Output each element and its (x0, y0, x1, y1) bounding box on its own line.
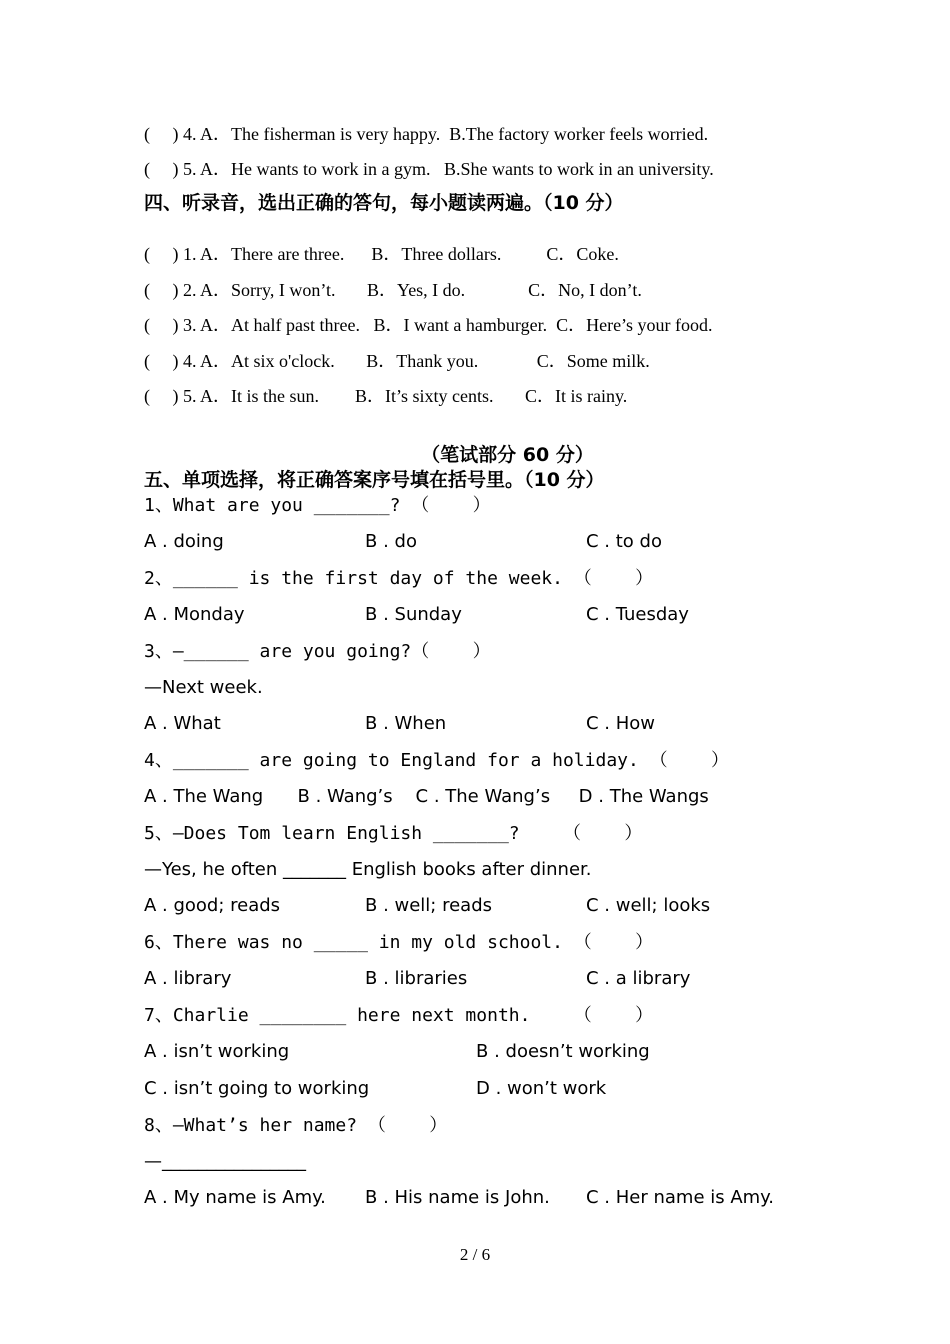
question-5-2-option-c: C . Tuesday (586, 604, 689, 625)
question-5-8-option-c: C . Her name is Amy. (586, 1187, 774, 1208)
question-5-5-reply: —Yes, he often _______ English books after dinner. (144, 859, 592, 880)
question-5-8-option-b: B . His name is John. (365, 1187, 550, 1208)
question-5-6-option-c: C . a library (586, 968, 691, 989)
question-4-4: ( ) 4. A．At six o'clock. B．Thank you. C．Some milk. (144, 351, 650, 371)
section-4-title: 四、听录音，选出正确的答句，每小题读两遍。（10 分） (144, 192, 624, 214)
question-5-7-option-d: D . won’t work (476, 1078, 607, 1099)
question-3-5: ( ) 5. A．He wants to work in a gym. B.She wants to work in an university. (144, 159, 714, 179)
question-4-1: ( ) 1. A．There are three. B．Three dollars. C．Coke. (144, 244, 619, 264)
question-3-4: ( ) 4. A．The fisherman is very happy. B.The factory worker feels worried. (144, 124, 709, 144)
question-5-5-option-b: B . well; reads (365, 895, 493, 916)
question-5-3-stem: 3、—______ are you going?（ ） (144, 641, 491, 662)
question-5-5-option-a: A . good; reads (144, 895, 281, 916)
question-5-3-option-a: A . What (144, 713, 221, 734)
question-4-5: ( ) 5. A．It is the sun. B．It’s sixty cents. C．It is rainy. (144, 386, 628, 406)
question-5-7-option-a: A . isn’t working (144, 1041, 290, 1062)
written-part-title: （笔试部分 60 分） (421, 444, 594, 466)
question-5-5-stem: 5、—Does Tom learn English _______? （ ） (144, 823, 643, 844)
question-5-2-option-b: B . Sunday (365, 604, 462, 625)
question-5-3-reply: —Next week. (144, 677, 263, 698)
question-5-2-stem: 2、______ is the first day of the week. （ ） (144, 568, 654, 589)
question-5-4-stem: 4、_______ are going to England for a holiday. （ ） (144, 750, 730, 771)
question-5-5-option-c: C . well; looks (586, 895, 711, 916)
question-5-7-stem: 7、Charlie ________ here next month. （ ） (144, 1005, 654, 1026)
question-5-6-option-a: A . library (144, 968, 232, 989)
question-4-3: ( ) 3. A．At half past three. B．I want a hamburger. C．Here’s your food. (144, 315, 713, 335)
question-5-8-reply: —________________ (144, 1151, 306, 1172)
question-5-3-option-b: B . When (365, 713, 447, 734)
question-5-7-option-c: C . isn’t going to working (144, 1078, 370, 1099)
question-5-2-option-a: A . Monday (144, 604, 245, 625)
question-5-1-option-a: A . doing (144, 531, 224, 552)
question-4-2: ( ) 2. A．Sorry, I won’t. B．Yes, I do. C．No, I don’t. (144, 280, 642, 300)
question-5-4-options: A . The Wang B . Wang’s C . The Wang’s D . The Wangs (144, 786, 709, 807)
question-5-7-option-b: B . doesn’t working (476, 1041, 650, 1062)
question-5-3-option-c: C . How (586, 713, 656, 734)
question-5-8-stem: 8、—What’s her name? （ ） (144, 1115, 448, 1136)
section-5-title: 五、单项选择，将正确答案序号填在括号里。（10 分） (144, 469, 605, 491)
question-5-1-option-b: B . do (365, 531, 417, 552)
question-5-6-option-b: B . libraries (365, 968, 468, 989)
page-number: 2 / 6 (459, 1245, 491, 1264)
question-5-1-stem: 1、What are you _______? （ ） (144, 495, 491, 516)
question-5-1-option-c: C . to do (586, 531, 662, 552)
question-5-6-stem: 6、There was no _____ in my old school. （ ） (144, 932, 654, 953)
question-5-8-option-a: A . My name is Amy. (144, 1187, 326, 1208)
